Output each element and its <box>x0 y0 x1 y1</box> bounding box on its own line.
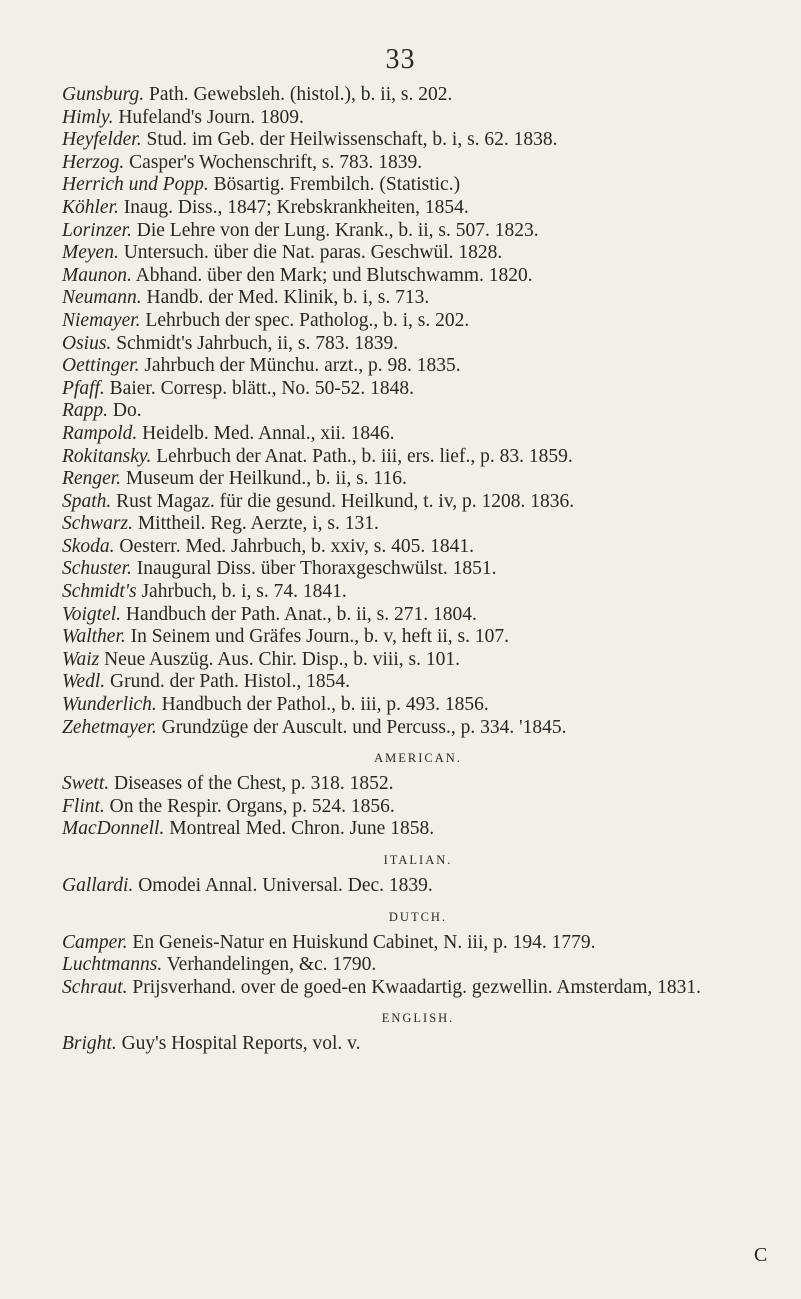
bibliography-entry <box>62 717 774 740</box>
bibliography-entry <box>62 558 774 581</box>
entry-author: Lorinzer. <box>62 219 132 241</box>
entry-author: Schraut. <box>62 976 128 998</box>
entry-author: Niemayer. <box>62 309 141 331</box>
bibliography-entry <box>62 581 774 604</box>
entry-citation: In Seinem und Gräfes Journ., b. v, heft ii, s. 107. <box>125 626 510 648</box>
entry-author: Swett. <box>62 773 110 795</box>
bibliography-entry <box>62 287 774 310</box>
entry-citation: Jahrbuch der Münchu. arzt., p. 98. 1835. <box>139 355 461 377</box>
bibliography-entry <box>62 536 774 559</box>
entry-citation: Museum der Heilkund., b. ii, s. 116. <box>121 468 407 490</box>
entry-citation: Baier. Corresp. blätt., No. 50-52. 1848. <box>104 377 415 399</box>
entry-citation: Inaug. Diss., 1847; Krebskrankheiten, 1854. <box>118 196 469 218</box>
entry-author: Renger. <box>62 468 122 490</box>
entry-author: Skoda. <box>62 535 115 557</box>
bibliography-entry <box>62 875 774 898</box>
entry-author: Luchtmanns. <box>62 954 163 976</box>
entry-citation: Untersuch. über die Nat. paras. Geschwül. 1828. <box>118 242 503 264</box>
bibliography-entry <box>62 129 774 152</box>
entry-author: Waiz <box>62 648 100 670</box>
entry-citation: Jahrbuch, b. i, s. 74. 1841. <box>136 581 347 603</box>
entry-citation: Stud. im Geb. der Heilwissenschaft, b. i, s. 62. 1838. <box>141 129 558 151</box>
entry-citation: Grundzüge der Auscult. und Percuss., p. 334. '1845. <box>156 716 567 738</box>
entry-author: Maunon. <box>62 264 132 286</box>
entry-author: Flint. <box>62 795 105 817</box>
entry-author: Schmidt's <box>62 581 137 603</box>
entry-citation: Omodei Annal. Universal. Dec. 1839. <box>133 875 433 896</box>
bibliography-entry <box>62 174 774 197</box>
entry-citation: Lehrbuch der Anat. Path., b. iii, ers. lief., p. 83. 1859. <box>151 445 573 467</box>
entry-citation: Path. Gewebsleh. (histol.), b. ii, s. 202. <box>144 84 453 105</box>
entry-author: Wunderlich. <box>62 694 157 716</box>
entry-author: Gunsburg. <box>62 84 145 105</box>
entry-citation: Casper's Wochenschrift, s. 783. 1839. <box>124 151 423 173</box>
signature-mark: C <box>754 1244 768 1266</box>
entry-citation: On the Respir. Organs, p. 524. 1856. <box>104 795 395 817</box>
bibliography-list <box>62 84 774 1056</box>
entry-citation: Bösartig. Frembilch. (Statistic.) <box>208 174 461 196</box>
entry-author: Wedl. <box>62 671 106 693</box>
bibliography-entry <box>62 977 774 1000</box>
entry-citation: Montreal Med. Chron. June 1858. <box>164 818 435 840</box>
bibliography-entry <box>62 513 774 536</box>
section-heading: DUTCH. <box>388 909 448 924</box>
entry-author: Schuster. <box>62 558 132 580</box>
entry-citation: Verhandelingen, &c. 1790. <box>162 954 377 976</box>
entry-author: Osius. <box>62 332 112 354</box>
entry-citation: En Geneis-Natur en Huiskund Cabinet, N. iii, p. 194. 1779. <box>127 931 596 953</box>
bibliography-entry <box>62 818 774 841</box>
entry-citation: Lehrbuch der spec. Patholog., b. i, s. 202. <box>140 309 470 331</box>
entry-citation: Handbuch der Pathol., b. iii, p. 493. 1856. <box>156 694 489 716</box>
bibliography-entry <box>62 152 774 175</box>
entry-author: Pfaff. <box>62 377 105 399</box>
bibliography-entry <box>62 446 774 469</box>
bibliography-entry <box>62 333 774 356</box>
entry-author: Schwarz. <box>62 513 133 535</box>
entry-author: Rampold. <box>62 422 138 444</box>
entry-author: Neumann. <box>62 287 142 309</box>
bibliography-entry <box>62 1033 774 1056</box>
bibliography-entry <box>62 932 774 955</box>
entry-author: MacDonnell. <box>62 818 165 840</box>
entry-citation: Schmidt's Jahrbuch, ii, s. 783. 1839. <box>111 332 399 354</box>
entry-citation: Handbuch der Path. Anat., b. ii, s. 271. 1804. <box>121 603 477 625</box>
entry-citation: Prijsverhand. over de goed-en Kwaadartig. gezwellin. Amsterdam, 1831. <box>127 976 702 998</box>
bibliography-entry <box>62 400 774 423</box>
entry-citation: Hufeland's Journ. 1809. <box>113 106 304 128</box>
entry-citation: Diseases of the Chest, p. 318. 1852. <box>109 773 394 795</box>
bibliography-entry <box>62 773 774 796</box>
bibliography-entry <box>62 954 774 977</box>
entry-author: Walther. <box>62 626 126 648</box>
entry-citation: Handb. der Med. Klinik, b. i, s. 713. <box>141 287 430 309</box>
bibliography-entry <box>62 220 774 243</box>
entry-author: Voigtel. <box>62 603 122 625</box>
entry-citation: Guy's Hospital Reports, vol. v. <box>116 1033 361 1055</box>
entry-citation: Do. <box>108 400 142 422</box>
bibliography-entry <box>62 604 774 627</box>
entry-author: Oettinger. <box>62 355 140 377</box>
entry-author: Spath. <box>62 490 112 512</box>
bibliography-entry <box>62 491 774 514</box>
entry-author: Meyen. <box>62 242 119 264</box>
entry-citation: Rust Magaz. für die gesund. Heilkund, t. iv, p. 1208. 1836. <box>111 490 575 512</box>
bibliography-entry <box>62 355 774 378</box>
entry-citation: Grund. der Path. Histol., 1854. <box>105 671 350 693</box>
bibliography-entry <box>62 107 774 130</box>
entry-author: Heyfelder. <box>62 129 142 151</box>
entry-author: Bright. <box>62 1033 117 1055</box>
entry-citation: Mittheil. Reg. Aerzte, i, s. 131. <box>132 513 379 535</box>
section-heading: AMERICAN. <box>374 751 462 766</box>
entry-citation: Oesterr. Med. Jahrbuch, b. xxiv, s. 405. 1841. <box>114 535 474 557</box>
bibliography-entry <box>62 671 774 694</box>
bibliography-entry <box>62 468 774 491</box>
bibliography-entry <box>62 649 774 672</box>
bibliography-entry <box>62 378 774 401</box>
entry-author: Gallardi. <box>62 875 134 896</box>
bibliography-entry <box>62 626 774 649</box>
entry-citation: Neue Auszüg. Aus. Chir. Disp., b. viii, s. 101. <box>99 648 460 670</box>
bibliography-entry <box>62 197 774 220</box>
entry-author: Köhler. <box>62 196 119 218</box>
entry-author: Himly. <box>62 106 114 128</box>
bibliography-entry <box>62 242 774 265</box>
entry-author: Rapp. <box>62 400 109 422</box>
entry-citation: Abhand. über den Mark; und Blutschwamm. 1820. <box>131 264 533 286</box>
bibliography-entry <box>62 84 774 107</box>
entry-author: Rokitansky. <box>62 445 152 467</box>
bibliography-entry <box>62 796 774 819</box>
entry-citation: Inaugural Diss. über Thoraxgeschwülst. 1851. <box>131 558 497 580</box>
entry-citation: Die Lehre von der Lung. Krank., b. ii, s. 507. 1823. <box>131 219 539 241</box>
page-number: 33 <box>385 44 416 75</box>
entry-author: Camper. <box>62 931 128 953</box>
entry-citation: Heidelb. Med. Annal., xii. 1846. <box>137 422 395 444</box>
entry-author: Zehetmayer. <box>62 716 157 738</box>
section-heading: ENGLISH. <box>381 1011 455 1026</box>
entry-author: Herrich und Popp. <box>62 174 209 196</box>
entry-author: Herzog. <box>62 151 125 173</box>
section-heading: ITALIAN. <box>383 853 453 867</box>
bibliography-entry <box>62 310 774 333</box>
bibliography-entry <box>62 694 774 717</box>
bibliography-entry <box>62 423 774 446</box>
bibliography-entry <box>62 265 774 288</box>
